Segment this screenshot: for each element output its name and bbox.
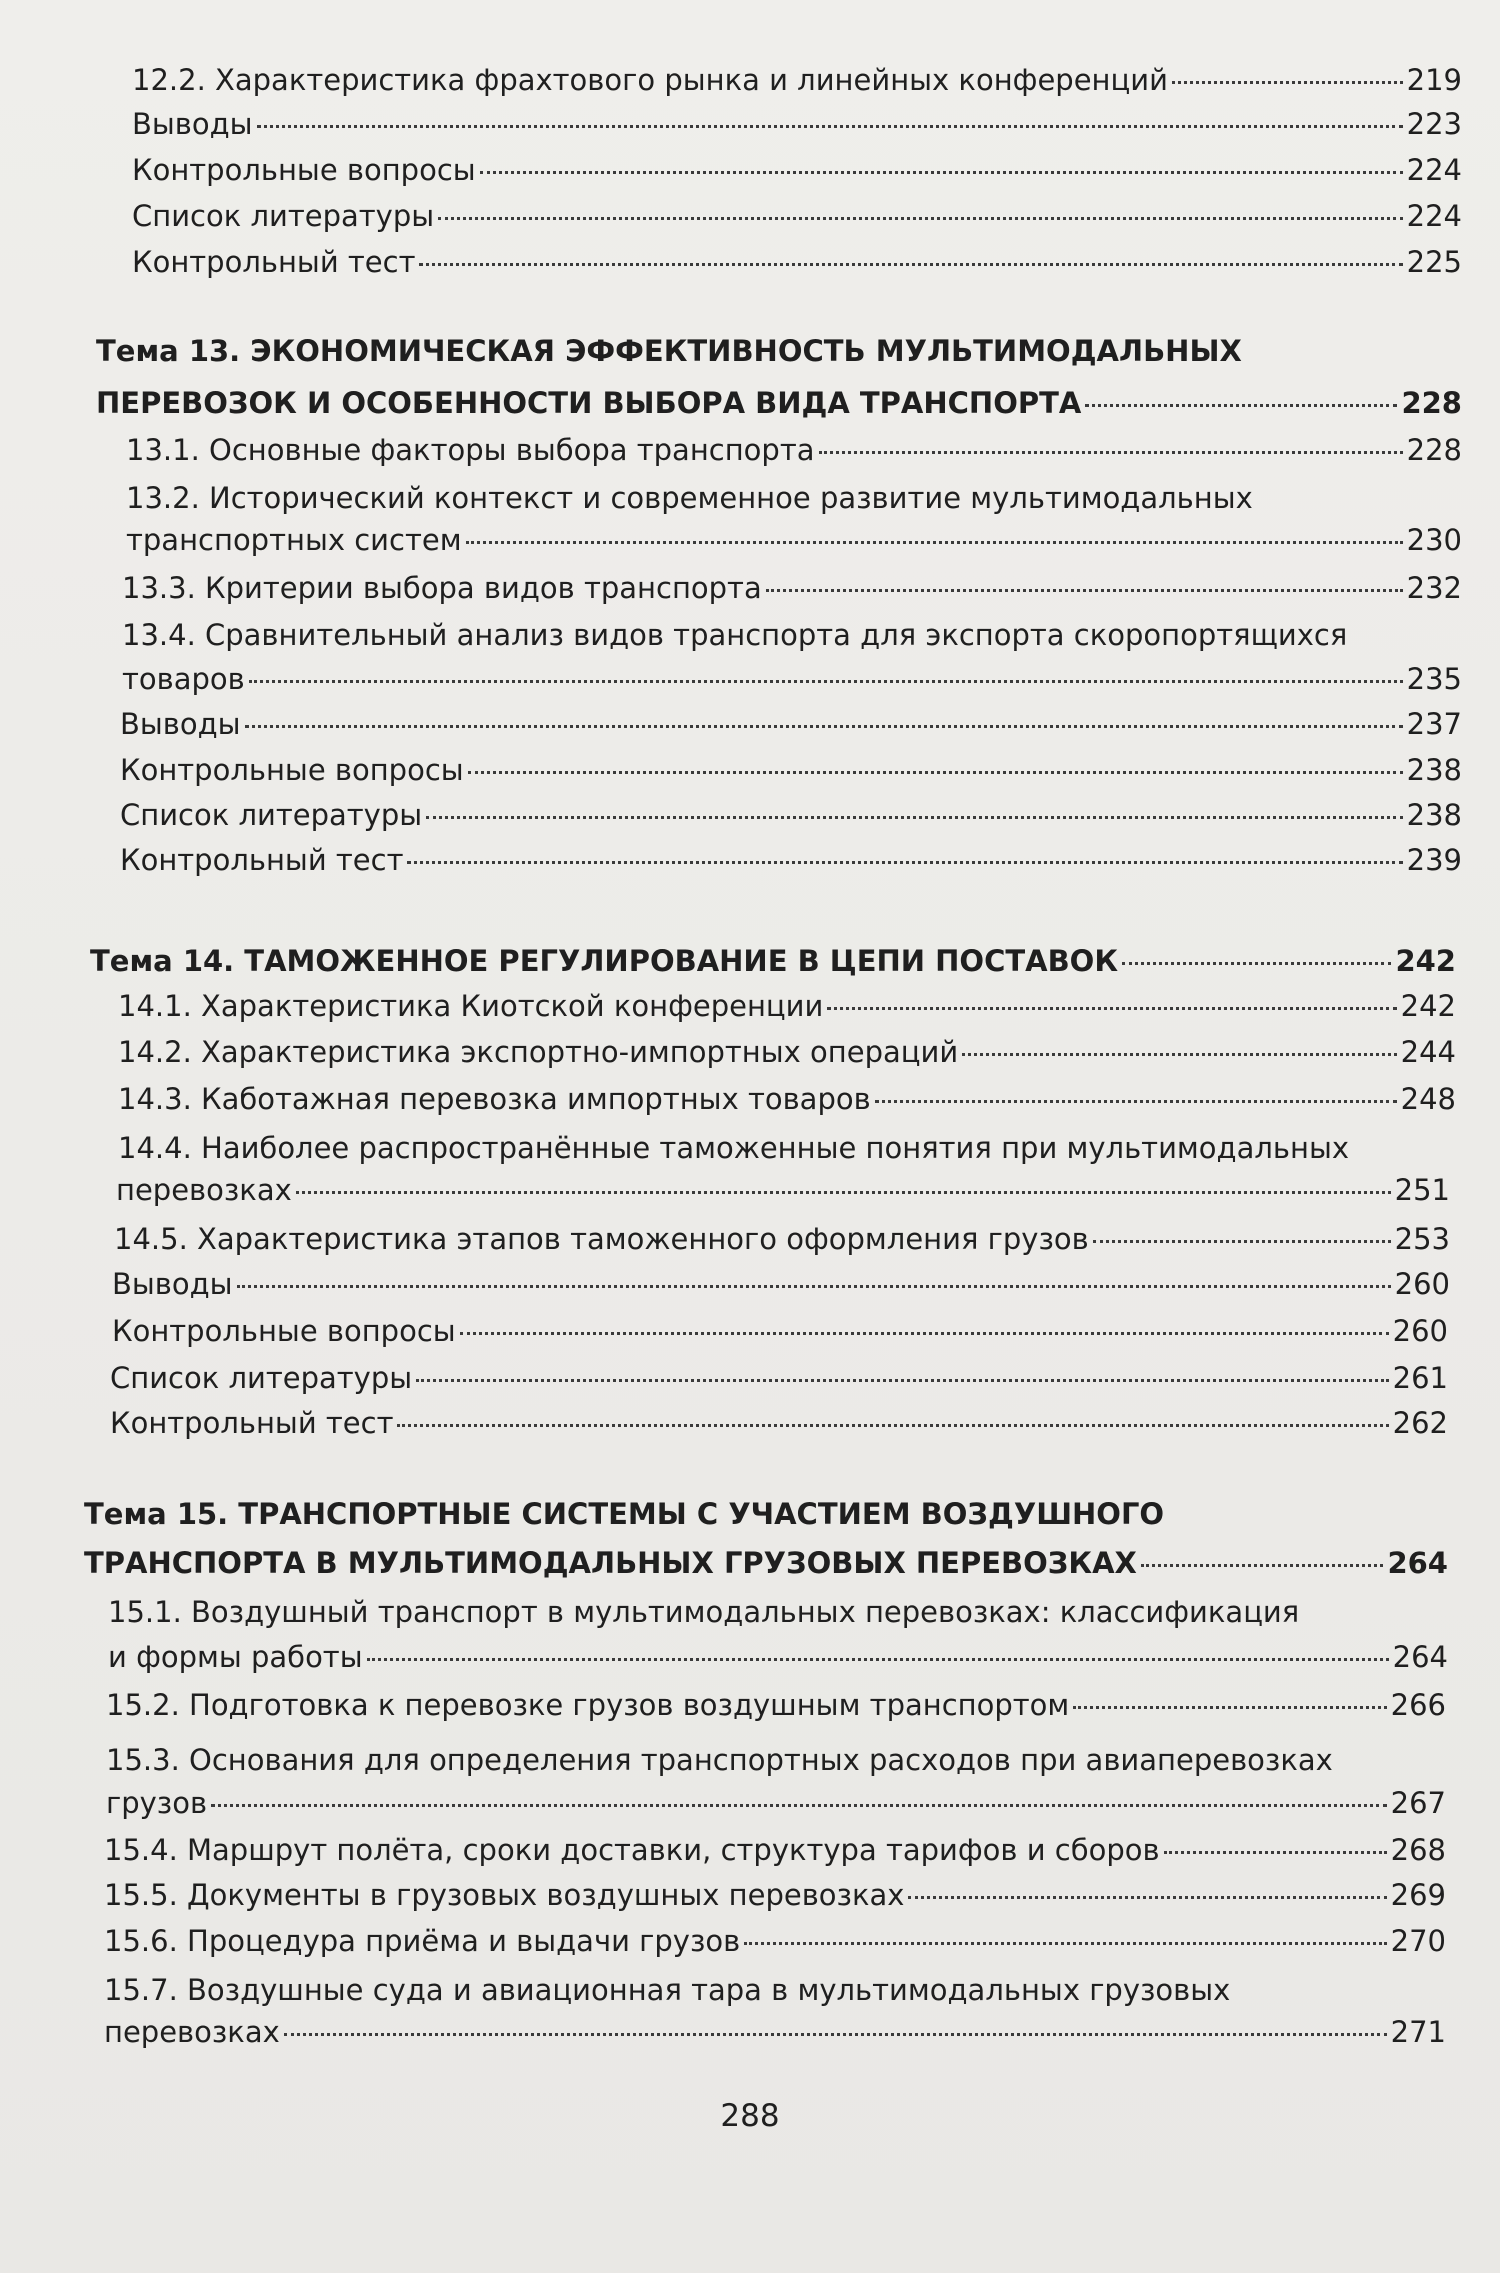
dot-leader — [468, 771, 1403, 774]
toc-entry-title: 13.1. Основные факторы выбора транспорта — [126, 433, 815, 467]
toc-entry-page: 239 — [1406, 843, 1462, 877]
dot-leader — [1164, 1851, 1387, 1854]
toc-entry-line: 13.4. Сравнительный анализ видов транспорта для экспорта скоропортящихся — [122, 618, 1348, 652]
toc-entry-page: 238 — [1406, 753, 1462, 787]
dot-leader — [367, 1658, 1389, 1661]
toc-entry-title: Выводы — [132, 107, 253, 141]
toc-entry-title: Список литературы — [110, 1361, 413, 1395]
toc-entry-title: Контрольный тест — [132, 245, 416, 279]
toc-entry — [120, 706, 1462, 742]
toc-entry — [118, 1034, 1456, 1070]
toc-entry — [104, 1923, 1446, 1959]
toc-entry — [132, 62, 1462, 98]
dot-leader — [766, 589, 1403, 592]
toc-entry — [110, 1405, 1448, 1441]
dot-leader — [245, 725, 1403, 728]
toc-entry — [132, 152, 1462, 188]
toc-entry — [120, 842, 1462, 878]
toc-entry — [114, 1221, 1450, 1257]
dot-leader — [827, 1007, 1396, 1010]
toc-entry-title: Список литературы — [120, 798, 423, 832]
dot-leader — [284, 2033, 1387, 2036]
toc-entry-page: 230 — [1406, 523, 1462, 557]
toc-entry — [122, 570, 1462, 606]
toc-entry-title: Список литературы — [132, 199, 435, 233]
toc-entry-title: 14.1. Характеристика Киотской конференции — [118, 989, 824, 1023]
toc-entry-page: 242 — [1395, 944, 1456, 978]
toc-entry-title: перевозках — [104, 2015, 280, 2049]
dot-leader — [1093, 1240, 1391, 1243]
dot-leader — [460, 1332, 1389, 1335]
toc-entry — [104, 1877, 1446, 1913]
toc-entry-title: Выводы — [120, 707, 241, 741]
toc-entry — [118, 988, 1456, 1024]
toc-entry-page: 244 — [1400, 1035, 1456, 1069]
toc-entry-title: 15.4. Маршрут полёта, сроки доставки, структура тарифов и сборов — [104, 1833, 1160, 1867]
toc-entry — [118, 1081, 1456, 1117]
toc-entry — [132, 198, 1462, 234]
toc-entry — [120, 797, 1462, 833]
toc-entry-title: Контрольный тест — [120, 843, 404, 877]
dot-leader — [237, 1285, 1391, 1288]
toc-entry-title: 15.6. Процедура приёма и выдачи грузов — [104, 1924, 741, 1958]
toc-entry-page: 224 — [1406, 199, 1462, 233]
toc-entry-page: 219 — [1406, 63, 1462, 97]
toc-entry-title: перевозках — [116, 1173, 292, 1207]
toc-entry — [106, 1785, 1446, 1821]
dot-leader — [1073, 1706, 1386, 1709]
toc-entry-page: 223 — [1406, 107, 1462, 141]
toc-entry-page: 248 — [1400, 1082, 1456, 1116]
toc-entry-page: 237 — [1406, 707, 1462, 741]
toc-entry-page: 251 — [1394, 1173, 1450, 1207]
toc-entry-title: Контрольные вопросы — [132, 153, 476, 187]
toc-entry-page: 232 — [1406, 571, 1462, 605]
dot-leader — [962, 1053, 1396, 1056]
dot-leader — [426, 816, 1403, 819]
toc-entry-line: 14.4. Наиболее распространённые таможенные понятия при мультимодальных — [118, 1131, 1349, 1165]
toc-entry — [104, 1832, 1446, 1868]
dot-leader — [249, 680, 1403, 683]
toc-entry-page: 266 — [1390, 1688, 1446, 1722]
toc-entry-line: 15.7. Воздушные суда и авиационная тара в мультимодальных грузовых — [104, 1973, 1231, 2007]
toc-entry — [126, 432, 1462, 468]
toc-heading-entry — [84, 1545, 1448, 1581]
toc-entry — [112, 1266, 1450, 1302]
dot-leader — [908, 1896, 1386, 1899]
toc-entry-page: 242 — [1400, 989, 1456, 1023]
dot-leader — [819, 451, 1403, 454]
dot-leader — [480, 171, 1403, 174]
toc-entry-line: 15.1. Воздушный транспорт в мультимодальных перевозках: классификация — [108, 1595, 1300, 1629]
toc-heading-entry — [96, 385, 1462, 421]
toc-entry-page: 253 — [1394, 1222, 1450, 1256]
toc-entry-title: 15.5. Документы в грузовых воздушных перевозках — [104, 1878, 905, 1912]
toc-entry-title: Контрольные вопросы — [120, 753, 464, 787]
toc-entry-page: 268 — [1390, 1833, 1446, 1867]
toc-entry-line: 13.2. Исторический контекст и современное развитие мультимодальных — [126, 481, 1253, 515]
toc-entry-page: 261 — [1392, 1361, 1448, 1395]
toc-entry-title: и формы работы — [108, 1640, 363, 1674]
toc-entry-title: 12.2. Характеристика фрахтового рынка и линейных конференций — [132, 63, 1168, 97]
toc-entry-title: ТРАНСПОРТА В МУЛЬТИМОДАЛЬНЫХ ГРУЗОВЫХ ПЕРЕВОЗКАХ — [84, 1546, 1137, 1580]
toc-entry-page: 269 — [1390, 1878, 1446, 1912]
dot-leader — [466, 541, 1403, 544]
toc-entry-page: 238 — [1406, 798, 1462, 832]
toc-entry-page: 271 — [1390, 2015, 1446, 2049]
toc-entry-page: 262 — [1392, 1406, 1448, 1440]
toc-entry-page: 228 — [1406, 433, 1462, 467]
toc-entry — [116, 1172, 1450, 1208]
dot-leader — [1122, 962, 1391, 965]
toc-entry-page: 260 — [1394, 1267, 1450, 1301]
toc-entry — [108, 1639, 1448, 1675]
toc-entry-title: грузов — [106, 1786, 208, 1820]
dot-leader — [438, 217, 1403, 220]
toc-entry-page: 228 — [1401, 386, 1462, 420]
toc-entry-title: товаров — [122, 662, 245, 696]
toc-heading-line: Тема 13. ЭКОНОМИЧЕСКАЯ ЭФФЕКТИВНОСТЬ МУЛЬТИМОДАЛЬНЫХ — [96, 334, 1242, 368]
toc-entry — [126, 522, 1462, 558]
toc-entry-line: 15.3. Основания для определения транспортных расходов при авиаперевозках — [106, 1743, 1333, 1777]
toc-entry-page: 260 — [1392, 1314, 1448, 1348]
dot-leader — [416, 1379, 1389, 1382]
toc-entry-title: 15.2. Подготовка к перевозке грузов воздушным транспортом — [106, 1688, 1070, 1722]
toc-entry-title: 14.2. Характеристика экспортно-импортных операций — [118, 1035, 959, 1069]
toc-entry-page: 264 — [1392, 1640, 1448, 1674]
dot-leader — [1085, 404, 1397, 407]
toc-entry — [122, 661, 1462, 697]
toc-entry-title: Контрольные вопросы — [112, 1314, 456, 1348]
dot-leader — [744, 1942, 1386, 1945]
toc-entry-page: 225 — [1406, 245, 1462, 279]
toc-entry-page: 235 — [1406, 662, 1462, 696]
dot-leader — [257, 125, 1403, 128]
toc-entry-page: 267 — [1390, 1786, 1446, 1820]
toc-entry — [120, 752, 1462, 788]
dot-leader — [1141, 1564, 1384, 1567]
toc-entry — [106, 1687, 1446, 1723]
toc-entry — [110, 1360, 1448, 1396]
toc-entry — [132, 106, 1462, 142]
toc-entry-page: 264 — [1387, 1546, 1448, 1580]
page-number: 288 — [720, 2098, 780, 2134]
dot-leader — [296, 1191, 1391, 1194]
toc-entry-title: транспортных систем — [126, 523, 462, 557]
toc-entry-title: Контрольный тест — [110, 1406, 394, 1440]
toc-entry — [132, 244, 1462, 280]
toc-heading-entry — [90, 943, 1456, 979]
toc-entry-title: Тема 14. ТАМОЖЕННОЕ РЕГУЛИРОВАНИЕ В ЦЕПИ ПОСТАВОК — [90, 944, 1119, 978]
toc-entry-title: 14.3. Каботажная перевозка импортных товаров — [118, 1082, 871, 1116]
toc-entry-title: ПЕРЕВОЗОК И ОСОБЕННОСТИ ВЫБОРА ВИДА ТРАНСПОРТА — [96, 386, 1082, 420]
toc-entry-title: 14.5. Характеристика этапов таможенного оформления грузов — [114, 1222, 1089, 1256]
dot-leader — [419, 263, 1402, 266]
toc-entry — [112, 1313, 1448, 1349]
toc-entry-title: Выводы — [112, 1267, 233, 1301]
dot-leader — [397, 1424, 1388, 1427]
dot-leader — [875, 1100, 1397, 1103]
toc-entry-title: 13.3. Критерии выбора видов транспорта — [122, 571, 762, 605]
toc-entry — [104, 2014, 1446, 2050]
dot-leader — [407, 861, 1402, 864]
toc-entry-page: 270 — [1390, 1924, 1446, 1958]
dot-leader — [1172, 81, 1403, 84]
toc-heading-line: Тема 15. ТРАНСПОРТНЫЕ СИСТЕМЫ С УЧАСТИЕМ ВОЗДУШНОГО — [84, 1497, 1165, 1531]
toc-entry-page: 224 — [1406, 153, 1462, 187]
dot-leader — [211, 1804, 1387, 1807]
